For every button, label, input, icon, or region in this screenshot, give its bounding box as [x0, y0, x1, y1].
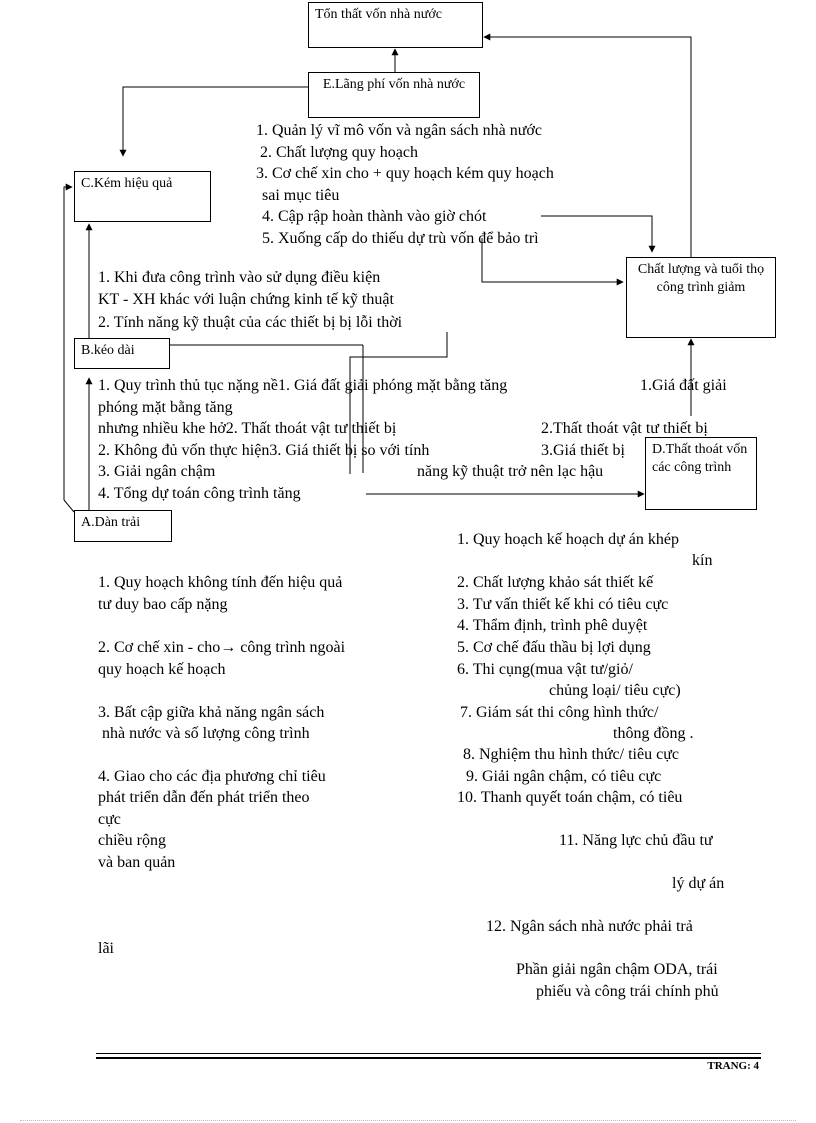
d-item-7: 7. Giám sát thi công hình thức/	[460, 704, 659, 721]
arrow-quality-to-loss	[484, 37, 691, 257]
d-item-11b: lý dự án	[672, 875, 725, 892]
a-item-4b: phát triển dẫn đến phát triển theo	[98, 789, 310, 806]
d-item-10: 10. Thanh quyết toán chậm, có tiêu	[457, 789, 683, 806]
a-item-1: 1. Quy hoạch không tính đến hiệu quả	[98, 574, 343, 591]
b-item-1b: phóng mặt bằng tăng	[98, 399, 233, 416]
box-d-capital-leak: D.Thất thoát vốn các công trình	[645, 437, 757, 510]
a-item-4d: chiều rộng	[98, 832, 166, 849]
footer-rule	[96, 1053, 761, 1054]
d-item-6: 6. Thi cụng(mua vật tư/giỏ/	[457, 661, 633, 678]
box-c-inefficient: C.Kém hiệu quả	[74, 171, 211, 222]
d-item-oda: Phần giải ngân chậm ODA, trái	[516, 961, 718, 978]
d-side-1: 1.Giá đất giải	[640, 377, 727, 394]
box-b-prolonged: B.kéo dài	[74, 338, 170, 369]
b-item-1: 1. Quy trình thủ tục nặng nề1. Giá đất giải phóng mặt bằng tăng	[98, 377, 508, 394]
footer-rule-thick	[96, 1057, 761, 1059]
b-item-4: 4. Tổng dự toán công trình tăng	[98, 485, 301, 502]
e-item-3: 3. Cơ chế xin cho + quy hoạch kém quy hoạch	[256, 165, 554, 182]
d-item-6b: chủng loại/ tiêu cực)	[549, 682, 681, 699]
e-item-1: 1. Quản lý vĩ mô vốn và ngân sách nhà nước	[256, 122, 542, 139]
b-item-3b: năng kỹ thuật trở nên lạc hậu	[417, 463, 604, 480]
box-state-capital-loss: Tổn thất vốn nhà nước	[308, 2, 483, 48]
b-item-1c: nhưng nhiều khe hở2. Thất thoát vật tư thiết bị	[98, 420, 397, 437]
box-e-waste: E.Lãng phí vốn nhà nước	[308, 72, 480, 118]
c-item-2: 2. Tính năng kỹ thuật của các thiết bị bị lỗi thời	[98, 314, 403, 331]
d-item-oda-b: phiếu và công trái chính phủ	[536, 983, 719, 1000]
a-item-4c: cực	[98, 811, 121, 828]
d-item-2: 2. Chất lượng khảo sát thiết kế	[457, 574, 654, 591]
d-item-9: 9. Giải ngân chậm, có tiêu cực	[466, 768, 662, 785]
d-item-1b: kín	[692, 552, 713, 569]
d-side-3: 3.Giá thiết bị	[541, 442, 625, 459]
page-edge	[20, 1120, 796, 1121]
e-item-4: 4. Cập rập hoàn thành vào giờ chót	[262, 208, 487, 225]
a-item-4e: và ban quản	[98, 854, 176, 871]
e-item-2: 2. Chất lượng quy hoạch	[260, 144, 418, 161]
a-item-2: 2. Cơ chế xin - cho→ công trình ngoài	[98, 639, 346, 656]
c-item-1b: KT - XH khác với luận chứng kinh tế kỹ thuật	[98, 291, 394, 308]
c-item-1: 1. Khi đưa công trình vào sử dụng điều kiện	[98, 269, 381, 286]
a-item-2b: quy hoạch kế hoạch	[98, 661, 226, 678]
d-item-3: 3. Tư vấn thiết kế khi có tiêu cực	[457, 596, 669, 613]
d-item-4: 4. Thẩm định, trình phê duyệt	[457, 617, 648, 634]
d-item-8: 8. Nghiệm thu hình thức/ tiêu cực	[463, 746, 679, 763]
e-item-3b: sai mục tiêu	[262, 187, 340, 204]
d-item-5: 5. Cơ chế đấu thầu bị lợi dụng	[457, 639, 651, 656]
a-item-3: 3. Bất cập giữa khả năng ngân sách	[98, 704, 325, 721]
arrow-a-to-c	[64, 187, 72, 500]
page-number: TRANG: 4	[707, 1060, 759, 1072]
d-item-7b: thông đồng .	[613, 725, 694, 742]
b-item-3: 3. Giải ngân chậm	[98, 463, 216, 480]
a-item-1b: tư duy bao cấp nặng	[98, 596, 228, 613]
box-quality-lifespan: Chất lượng và tuổi thọ công trình giảm	[626, 257, 776, 338]
d-item-11: 11. Năng lực chủ đầu tư	[559, 832, 713, 849]
a-item-lai: lãi	[98, 940, 114, 957]
d-item-1: 1. Quy hoạch kế hoạch dự án khép	[457, 531, 679, 548]
e-item-5: 5. Xuống cấp do thiếu dự trù vốn để bảo trì	[262, 230, 539, 247]
d-side-2: 2.Thất thoát vật tư thiết bị	[541, 420, 708, 437]
b-item-2: 2. Không đủ vốn thực hiện3. Giá thiết bị so với tính	[98, 442, 430, 459]
d-item-12: 12. Ngân sách nhà nước phải trả	[486, 918, 693, 935]
a-item-4: 4. Giao cho các địa phương chỉ tiêu	[98, 768, 326, 785]
a-item-3b: nhà nước và số lượng công trình	[102, 725, 310, 742]
box-a-scattered: A.Dàn trải	[74, 510, 172, 542]
arrow-item4-to-quality	[541, 216, 652, 252]
